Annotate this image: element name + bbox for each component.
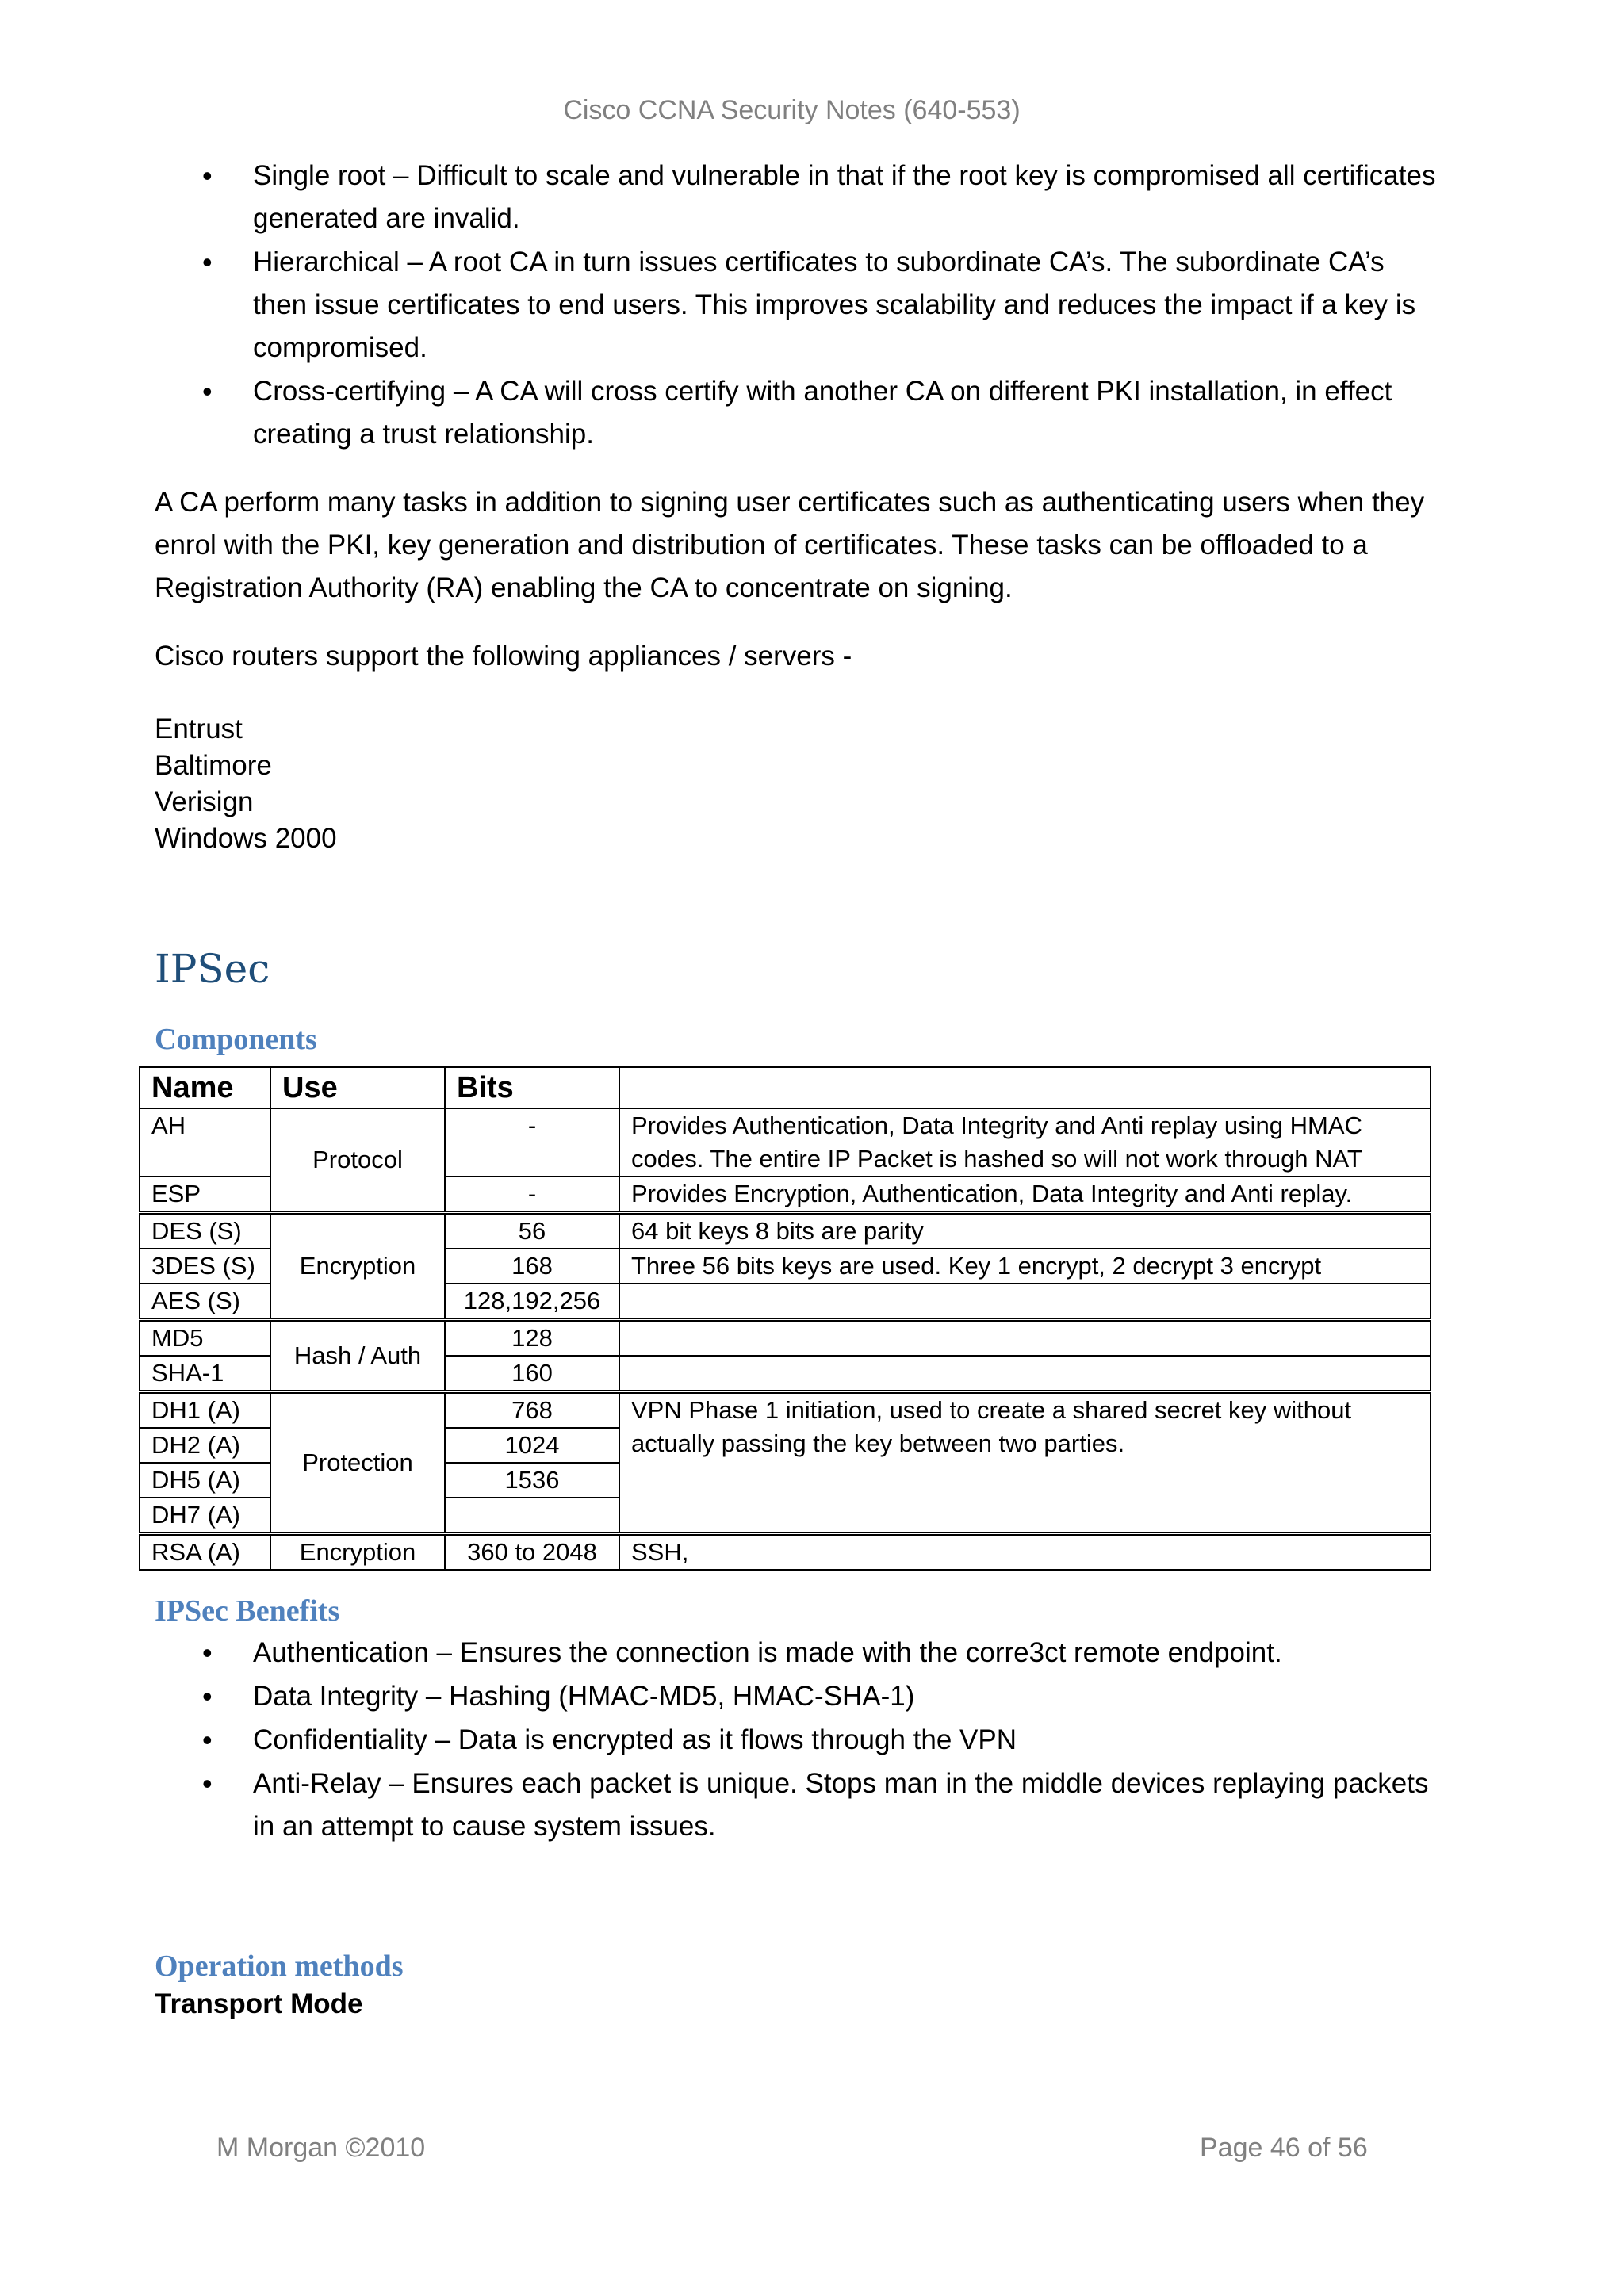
column-header-name: Name: [140, 1067, 270, 1108]
list-item: • Cross-certifying – A CA will cross certify with another CA on different PKI installation, in effect creating a trust relationship.: [155, 370, 1439, 456]
cell-name: ESP: [140, 1177, 270, 1213]
cell-name: DH1 (A): [140, 1392, 270, 1429]
heading-operation-methods: Operation methods: [155, 1950, 404, 1983]
paragraph-servers: Cisco routers support the following appliances / servers -: [155, 641, 852, 672]
components-table: [139, 1066, 1431, 1571]
cell-description: VPN Phase 1 initiation, used to create a shared secret key without actually passing the key between two parties.: [619, 1392, 1431, 1534]
section-title-ipsec: IPSec: [155, 946, 270, 992]
list-item: • Data Integrity – Hashing (HMAC-MD5, HMAC-SHA-1): [155, 1675, 1439, 1718]
cell-description: [619, 1284, 1431, 1320]
cell-bits: 768: [445, 1392, 619, 1429]
operation-section: [155, 1949, 1439, 2020]
cell-bits: 128,192,256: [445, 1284, 619, 1320]
cell-name: RSA (A): [140, 1534, 270, 1571]
list-item: • Single root – Difficult to scale and vulnerable in that if the root key is compromised all certificates generated are invalid.: [155, 155, 1439, 240]
footer-author: M Morgan ©2010: [216, 2133, 426, 2163]
cell-bits: 360 to 2048: [445, 1534, 619, 1571]
cell-name: DES (S): [140, 1213, 270, 1249]
cell-bits: 56: [445, 1213, 619, 1249]
cell-name: DH2 (A): [140, 1428, 270, 1463]
cell-description: [619, 1320, 1431, 1357]
list-item: Entrust: [155, 714, 243, 744]
page-content: [155, 155, 1439, 1057]
footer-page-number: Page 46 of 56: [1200, 2133, 1368, 2163]
table-row: [140, 1392, 1431, 1429]
cell-name: AH: [140, 1108, 270, 1177]
cell-bits: 1024: [445, 1428, 619, 1463]
cell-bits: 1536: [445, 1463, 619, 1498]
cell-description: Provides Encryption, Authentication, Data Integrity and Anti replay.: [619, 1177, 1431, 1213]
cell-bits: 128: [445, 1320, 619, 1357]
list-item: • Confidentiality – Data is encrypted as it flows through the VPN: [155, 1719, 1439, 1762]
cell-use: Encryption: [270, 1213, 445, 1320]
benefits-list: [155, 1632, 1439, 1848]
paragraph-ca-tasks: A CA perform many tasks in addition to signing user certificates such as authenticating users when they enrol with the PKI, key generation and distribution of certificates. These tasks can be offloaded to a Registration Authority (RA) enabling the CA to concentrate on signing.: [155, 487, 1425, 603]
table-row: [140, 1108, 1431, 1177]
cell-use: Protection: [270, 1392, 445, 1534]
cell-bits: 168: [445, 1249, 619, 1284]
list-item: Baltimore: [155, 750, 272, 781]
benefits-section: [155, 1594, 1439, 1849]
cell-name: DH7 (A): [140, 1498, 270, 1534]
cell-description: SSH,: [619, 1534, 1431, 1571]
cell-description: [619, 1356, 1431, 1392]
cell-description: 64 bit keys 8 bits are parity: [619, 1213, 1431, 1249]
heading-transport-mode: Transport Mode: [155, 1988, 363, 2019]
cell-use: Hash / Auth: [270, 1320, 445, 1392]
cell-name: AES (S): [140, 1284, 270, 1320]
list-item: • Hierarchical – A root CA in turn issues certificates to subordinate CA’s. The subordinate CA’s then issue certificates to end users. This improves scalability and reduces the impact if a key is compromised.: [155, 241, 1439, 369]
list-item: Windows 2000: [155, 823, 337, 854]
column-header-use: Use: [270, 1067, 445, 1108]
heading-components: Components: [155, 1023, 317, 1056]
cell-use: Encryption: [270, 1534, 445, 1571]
list-item: • Anti-Relay – Ensures each packet is unique. Stops man in the middle devices replaying packets in an attempt to cause system issues.: [155, 1762, 1439, 1848]
list-item: • Authentication – Ensures the connection is made with the corre3ct remote endpoint.: [155, 1632, 1439, 1674]
cell-use: Protocol: [270, 1108, 445, 1213]
cell-name: MD5: [140, 1320, 270, 1357]
cell-bits: [445, 1498, 619, 1534]
heading-ipsec-benefits: IPSec Benefits: [155, 1594, 340, 1628]
table-header-row: [140, 1067, 1431, 1108]
ca-models-list: [155, 155, 1439, 456]
cell-bits: -: [445, 1177, 619, 1213]
page-header: Cisco CCNA Security Notes (640-553): [563, 95, 1021, 125]
cell-name: SHA-1: [140, 1356, 270, 1392]
column-header-description: [619, 1067, 1431, 1108]
column-header-bits: Bits: [445, 1067, 619, 1108]
cell-bits: 160: [445, 1356, 619, 1392]
cell-name: 3DES (S): [140, 1249, 270, 1284]
table-row: [140, 1320, 1431, 1357]
table-row: [140, 1213, 1431, 1249]
cell-description: Three 56 bits keys are used. Key 1 encrypt, 2 decrypt 3 encrypt: [619, 1249, 1431, 1284]
cell-bits: -: [445, 1108, 619, 1177]
cell-name: DH5 (A): [140, 1463, 270, 1498]
table-row: [140, 1534, 1431, 1571]
list-item: Verisign: [155, 786, 254, 817]
servers-list: [155, 711, 1439, 857]
cell-description: Provides Authentication, Data Integrity and Anti replay using HMAC codes. The entire IP Packet is hashed so will not work through NAT: [619, 1108, 1431, 1177]
